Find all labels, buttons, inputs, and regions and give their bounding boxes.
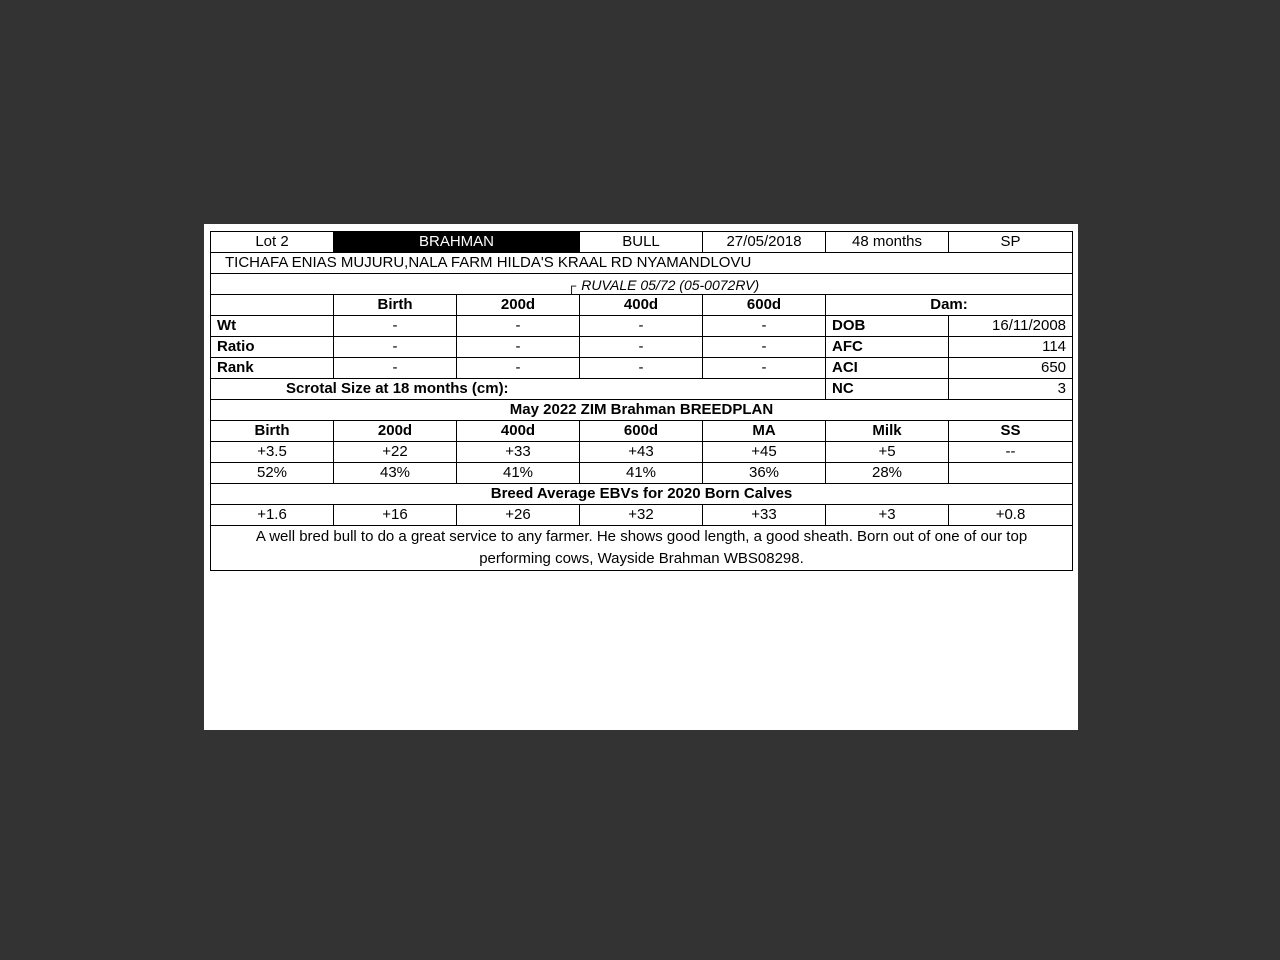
performance-row-label: Rank bbox=[211, 358, 334, 379]
code-label: SP bbox=[949, 232, 1073, 253]
dam-info-value: 16/11/2008 bbox=[949, 316, 1073, 337]
lot-table bbox=[210, 231, 1073, 571]
average-cell: +0.8 bbox=[949, 505, 1073, 526]
performance-cell: - bbox=[334, 316, 457, 337]
scrotal-row bbox=[211, 379, 1073, 400]
ebv-cell: +45 bbox=[703, 442, 826, 463]
breedplan-col-header: SS bbox=[949, 421, 1073, 442]
performance-row bbox=[211, 316, 1073, 337]
owner-row bbox=[211, 253, 1073, 274]
breed-average-title: Breed Average EBVs for 2020 Born Calves bbox=[211, 484, 1073, 505]
performance-cell: - bbox=[457, 316, 580, 337]
average-cell: +32 bbox=[580, 505, 703, 526]
dam-info-label: AFC bbox=[826, 337, 949, 358]
breedplan-col-header: 200d bbox=[334, 421, 457, 442]
average-title-row bbox=[211, 484, 1073, 505]
accuracy-cell: 41% bbox=[457, 463, 580, 484]
comment-row bbox=[211, 526, 1073, 571]
breedplan-title: May 2022 ZIM Brahman BREEDPLAN bbox=[211, 400, 1073, 421]
pedigree bbox=[211, 274, 1073, 295]
ebv-row bbox=[211, 442, 1073, 463]
performance-header-row bbox=[211, 295, 1073, 316]
lot-comment: A well bred bull to do a great service to any farmer. He shows good length, a good sheath. Born out of one of our top performing cows, Wayside Brahman WBS08298. bbox=[211, 526, 1073, 571]
ebv-cell: +3.5 bbox=[211, 442, 334, 463]
performance-row bbox=[211, 337, 1073, 358]
performance-cell: - bbox=[580, 316, 703, 337]
scrotal-size-label: Scrotal Size at 18 months (cm): bbox=[211, 379, 826, 400]
performance-row-label: Ratio bbox=[211, 337, 334, 358]
dam-info-value: 3 bbox=[949, 379, 1073, 400]
lot-number: Lot 2 bbox=[211, 232, 334, 253]
header-row bbox=[211, 232, 1073, 253]
average-cell: +3 bbox=[826, 505, 949, 526]
performance-cell: - bbox=[457, 337, 580, 358]
performance-cell: - bbox=[703, 337, 826, 358]
breedplan-header-row bbox=[211, 421, 1073, 442]
ebv-cell: -- bbox=[949, 442, 1073, 463]
dam-heading: Dam: bbox=[826, 295, 1073, 316]
performance-cell: - bbox=[580, 358, 703, 379]
accuracy-cell: 41% bbox=[580, 463, 703, 484]
average-cell: +33 bbox=[703, 505, 826, 526]
performance-col-header: 600d bbox=[703, 295, 826, 316]
dam-info-label: NC bbox=[826, 379, 949, 400]
breedplan-title-row bbox=[211, 400, 1073, 421]
breedplan-col-header: 600d bbox=[580, 421, 703, 442]
ebv-cell: +43 bbox=[580, 442, 703, 463]
pedigree-sire-sire-sire: ┌ RUVALE 05/72 (05-0072RV) bbox=[567, 277, 760, 293]
owner-address: TICHAFA ENIAS MUJURU,NALA FARM HILDA'S KRAAL RD NYAMANDLOVU bbox=[211, 253, 1073, 274]
performance-row bbox=[211, 358, 1073, 379]
pedigree-row bbox=[211, 274, 1073, 295]
average-cell: +16 bbox=[334, 505, 457, 526]
birth-date: 27/05/2018 bbox=[703, 232, 826, 253]
dam-info-label: DOB bbox=[826, 316, 949, 337]
performance-corner bbox=[211, 295, 334, 316]
ebv-cell: +33 bbox=[457, 442, 580, 463]
lot-card bbox=[204, 224, 1078, 730]
accuracy-cell: 52% bbox=[211, 463, 334, 484]
breedplan-col-header: MA bbox=[703, 421, 826, 442]
ebv-cell: +22 bbox=[334, 442, 457, 463]
performance-cell: - bbox=[703, 358, 826, 379]
average-row bbox=[211, 505, 1073, 526]
accuracy-row bbox=[211, 463, 1073, 484]
accuracy-cell: 36% bbox=[703, 463, 826, 484]
performance-col-header: 400d bbox=[580, 295, 703, 316]
dam-info-value: 114 bbox=[949, 337, 1073, 358]
performance-cell: - bbox=[334, 337, 457, 358]
average-cell: +1.6 bbox=[211, 505, 334, 526]
performance-cell: - bbox=[457, 358, 580, 379]
dam-info-label: ACI bbox=[826, 358, 949, 379]
accuracy-cell: 28% bbox=[826, 463, 949, 484]
average-cell: +26 bbox=[457, 505, 580, 526]
performance-cell: - bbox=[703, 316, 826, 337]
performance-cell: - bbox=[580, 337, 703, 358]
ebv-cell: +5 bbox=[826, 442, 949, 463]
age-label: 48 months bbox=[826, 232, 949, 253]
performance-row-label: Wt bbox=[211, 316, 334, 337]
breedplan-col-header: Birth bbox=[211, 421, 334, 442]
breedplan-col-header: Milk bbox=[826, 421, 949, 442]
performance-col-header: 200d bbox=[457, 295, 580, 316]
accuracy-cell: 43% bbox=[334, 463, 457, 484]
breed-label: BRAHMAN bbox=[334, 232, 580, 253]
accuracy-cell bbox=[949, 463, 1073, 484]
breedplan-col-header: 400d bbox=[457, 421, 580, 442]
performance-cell: - bbox=[334, 358, 457, 379]
performance-col-header: Birth bbox=[334, 295, 457, 316]
dam-info-value: 650 bbox=[949, 358, 1073, 379]
sex-label: BULL bbox=[580, 232, 703, 253]
